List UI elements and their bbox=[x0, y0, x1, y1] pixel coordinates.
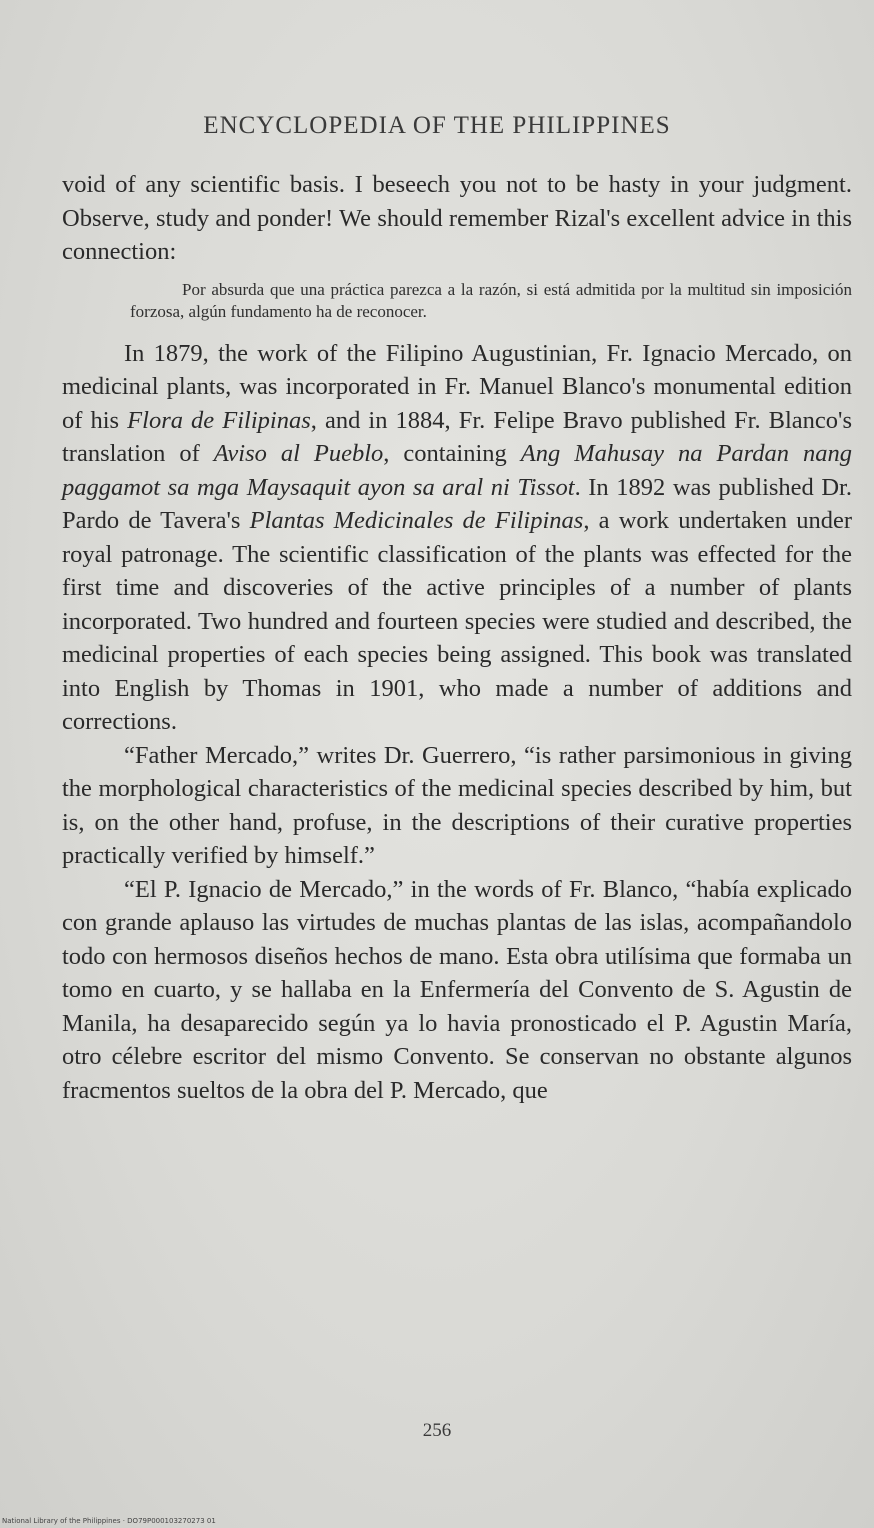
p2-part-a: In 1879, the work of the Filipino Augustinian, Fr. Ignacio Mercado, on medicinal plants, was incorporated in Fr. Manuel Blanco's monumental edition of his bbox=[62, 339, 852, 434]
paragraph-4: “El P. Ignacio de Mercado,” in the words of Fr. Blanco, “había explicado con grande aplauso las virtudes de muchas plantas de las islas, acompañandolo todo con hermosos diseños hechos de mano. Esta obra utilísima que formaba un tomo en cuarto, y se hallaba en la Enfermería del Convento de S. Agustin de Manila, ha desaparecido según ya lo havia pronosticado el P. Agustin María, otro célebre escritor del mismo Convento. Se conservan no obstante algunos fracmentos sueltos de la obra del P. Mercado, que bbox=[62, 875, 852, 1104]
p2-part-c: , and in 1884, Fr. Felipe Bravo published Fr. Blanco's translation of bbox=[62, 406, 853, 467]
block-quote bbox=[62, 279, 852, 323]
paragraph-2 bbox=[62, 337, 852, 739]
paragraph-1: void of any scientific basis. I beseech you not to be hasty in your judgment. Observe, study and ponder! We should remember Rizal's excellent advice in this connection: bbox=[62, 171, 852, 265]
library-footer: National Library of the Philippines · DO79P000103270273 01 bbox=[2, 1517, 216, 1525]
p2-part-i: , a work undertaken under royal patronage. The scientific classification of the plants was effected for the first time and discoveries of the active principles of a number of plants incorporated. Two hundred and fourteen species were studied and described, the medicinal properties of each species being assigned. This book was translated into English by Thomas in 1901, who made a number of additions and corrections. bbox=[62, 507, 853, 735]
title-plantas-medicinales: Plantas Medicinales de Filipinas bbox=[249, 507, 584, 534]
paragraph-3: “Father Mercado,” writes Dr. Guerrero, “is rather parsimonious in giving the morphological characteristics of the medicinal species described by him, but is, on the other hand, profuse, in the descriptions of their curative properties practically verified by himself.” bbox=[62, 741, 852, 869]
page-number: 256 bbox=[422, 1420, 452, 1441]
p2-part-e: , containing bbox=[383, 440, 521, 467]
title-aviso-al-pueblo: Aviso al Pueblo bbox=[213, 440, 384, 467]
p2-part-g: . In 1892 was published Dr. Pardo de Tavera's bbox=[62, 473, 852, 534]
title-flora-de-filipinas: Flora de Filipinas bbox=[127, 406, 311, 434]
title-ang-mahusay: Ang Mahusay na Pardan nang paggamot sa mga Maysaquit ayon sa aral ni Tissot bbox=[62, 440, 853, 501]
body-text bbox=[62, 168, 852, 1107]
running-header: ENCYCLOPEDIA OF THE PHILIPPINES bbox=[203, 112, 671, 139]
quote-text: Por absurda que una práctica parezca a la razón, si está admitida por la multitud sin imposición forzosa, algún fundamento ha de reconocer. bbox=[130, 279, 852, 321]
